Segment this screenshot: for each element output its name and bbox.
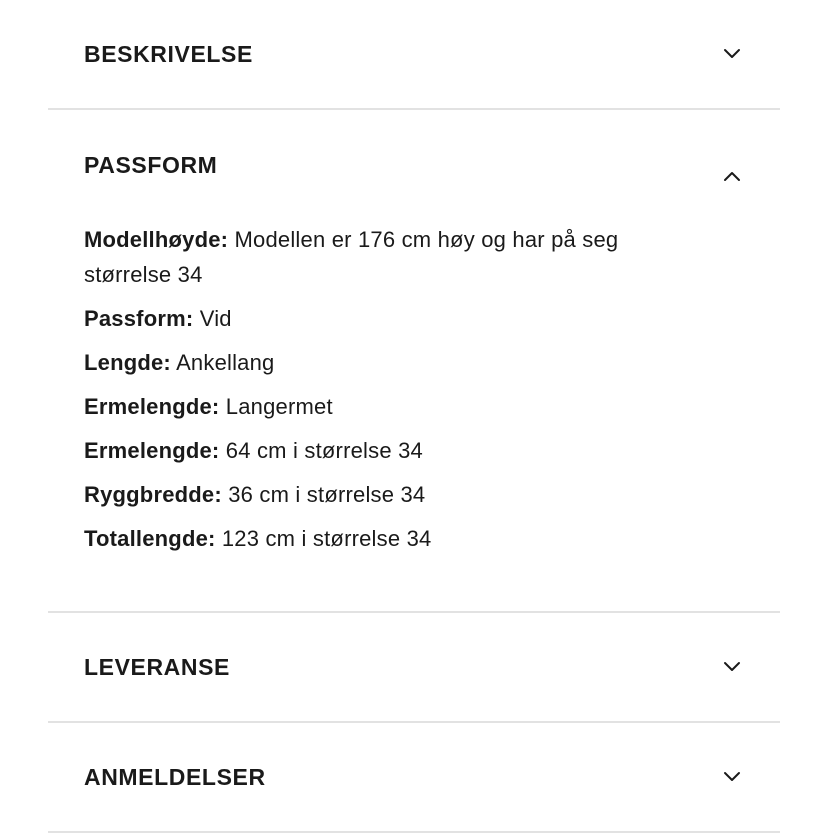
accordion-header-passform[interactable] bbox=[48, 110, 780, 218]
accordion-header-anmeldelser[interactable] bbox=[48, 723, 780, 831]
detail-value: Vid bbox=[199, 306, 232, 331]
detail-row-sleeve-type bbox=[84, 389, 744, 424]
detail-value: Modellen er 176 cm høy og har på seg størrelse 34 bbox=[84, 227, 619, 287]
accordion-section-passform bbox=[48, 110, 780, 613]
accordion-section-leveranse bbox=[48, 613, 780, 723]
detail-row-sleeve-length bbox=[84, 433, 744, 468]
detail-value: Ankellang bbox=[176, 350, 275, 375]
detail-row-total-length bbox=[84, 521, 744, 556]
chevron-down-icon[interactable] bbox=[722, 767, 742, 787]
accordion-section-beskrivelse bbox=[48, 0, 780, 110]
detail-row-model-height bbox=[84, 222, 684, 292]
detail-value: 64 cm i størrelse 34 bbox=[225, 438, 423, 463]
detail-row-back-width bbox=[84, 477, 744, 512]
accordion-section-anmeldelser bbox=[48, 723, 780, 833]
chevron-up-icon[interactable] bbox=[722, 166, 742, 186]
detail-value: 36 cm i størrelse 34 bbox=[228, 482, 426, 507]
chevron-down-icon[interactable] bbox=[722, 44, 742, 64]
passform-details bbox=[48, 222, 780, 611]
chevron-down-icon[interactable] bbox=[722, 657, 742, 677]
detail-label: Lengde: bbox=[84, 350, 171, 375]
product-info-accordion bbox=[48, 0, 780, 833]
section-title: BESKRIVELSE bbox=[84, 41, 253, 67]
section-title: PASSFORM bbox=[84, 152, 218, 178]
detail-label: Ermelengde: bbox=[84, 438, 220, 463]
detail-row-fit bbox=[84, 301, 744, 336]
section-title: ANMELDELSER bbox=[84, 764, 266, 790]
section-title: LEVERANSE bbox=[84, 654, 230, 680]
detail-value: 123 cm i størrelse 34 bbox=[221, 526, 432, 551]
detail-label: Totallengde: bbox=[84, 526, 216, 551]
detail-label: Ryggbredde: bbox=[84, 482, 222, 507]
detail-label: Passform: bbox=[84, 306, 194, 331]
accordion-header-leveranse[interactable] bbox=[48, 613, 780, 721]
detail-value: Langermet bbox=[225, 394, 333, 419]
accordion-header-beskrivelse[interactable] bbox=[48, 0, 780, 108]
detail-label: Modellhøyde: bbox=[84, 227, 229, 252]
detail-label: Ermelengde: bbox=[84, 394, 220, 419]
detail-row-length bbox=[84, 345, 744, 380]
